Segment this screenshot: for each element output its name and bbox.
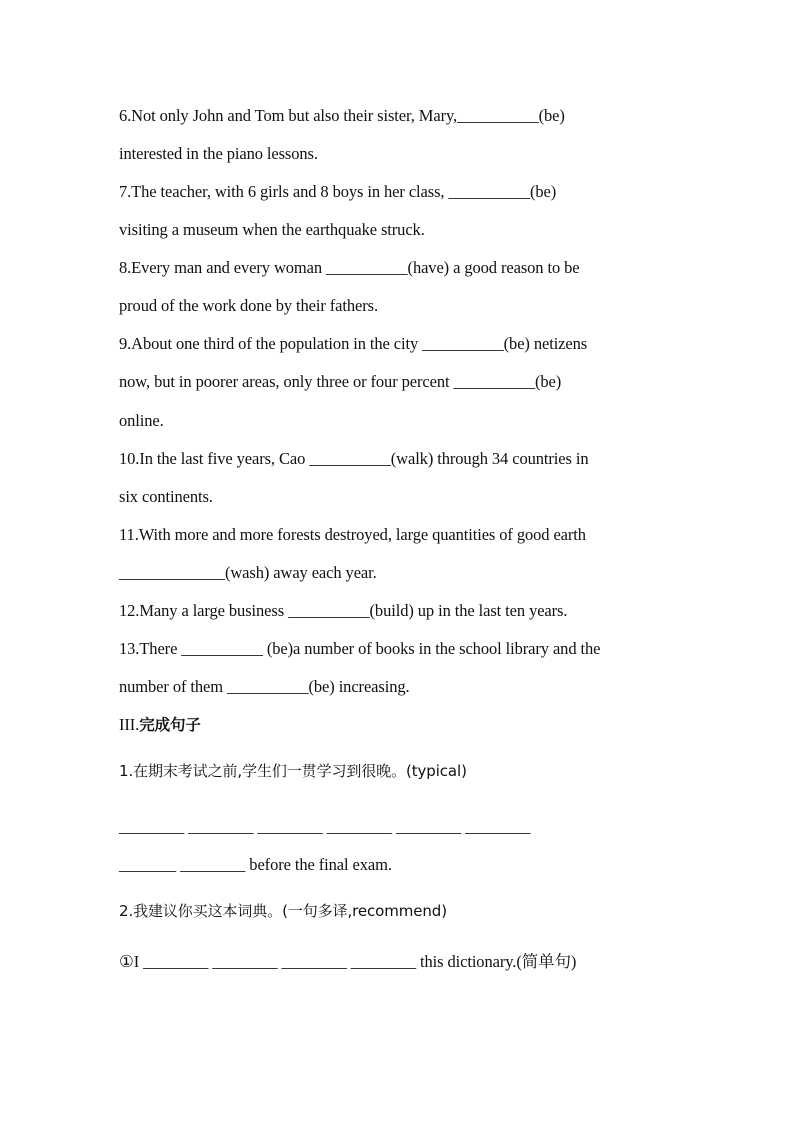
sentence-2-prompt: 2.我建议你买这本词典。(一句多译,recommend) bbox=[119, 902, 447, 920]
sentence-1-answer-line: _______ ________ before the final exam. bbox=[119, 855, 392, 874]
sentence-1-blanks: ________ ________ ________ ________ ________ ________ bbox=[119, 817, 531, 836]
question-6-line-1: 6.Not only John and Tom but also their sister, Mary,__________(be) bbox=[119, 106, 565, 125]
question-9-line-3: online. bbox=[119, 411, 164, 430]
question-8-line-2: proud of the work done by their fathers. bbox=[119, 296, 379, 315]
sentence-2-version-1: ①I ________ ________ ________ ________ this dictionary.(简单句) bbox=[119, 952, 577, 971]
question-10-line-1: 10.In the last five years, Cao __________(walk) through 34 countries in bbox=[119, 449, 589, 468]
section-3-title: 完成句子 bbox=[139, 716, 201, 734]
question-9-line-2: now, but in poorer areas, only three or four percent __________(be) bbox=[119, 372, 562, 391]
question-11-line-1: 11.With more and more forests destroyed, large quantities of good earth bbox=[119, 525, 586, 544]
question-7-line-2: visiting a museum when the earthquake struck. bbox=[119, 220, 425, 239]
question-10-line-2: six continents. bbox=[119, 487, 213, 506]
question-7-line-1: 7.The teacher, with 6 girls and 8 boys in her class, __________(be) bbox=[119, 182, 557, 201]
sentence-1-prompt: 1.在期末考试之前,学生们一贯学习到很晚。(typical) bbox=[119, 762, 467, 780]
question-9-line-1: 9.About one third of the population in the city __________(be) netizens bbox=[119, 334, 588, 353]
question-12-line-1: 12.Many a large business __________(build) up in the last ten years. bbox=[119, 601, 568, 620]
question-13-line-1: 13.There __________ (be)a number of books in the school library and the bbox=[119, 639, 601, 658]
question-13-line-2: number of them __________(be) increasing. bbox=[119, 677, 410, 696]
question-8-line-1: 8.Every man and every woman __________(have) a good reason to be bbox=[119, 258, 580, 277]
section-3-numeral: III. bbox=[119, 715, 140, 734]
question-6-line-2: interested in the piano lessons. bbox=[119, 144, 318, 163]
question-11-line-2: _____________(wash) away each year. bbox=[119, 563, 377, 582]
section-3-heading bbox=[119, 714, 201, 736]
